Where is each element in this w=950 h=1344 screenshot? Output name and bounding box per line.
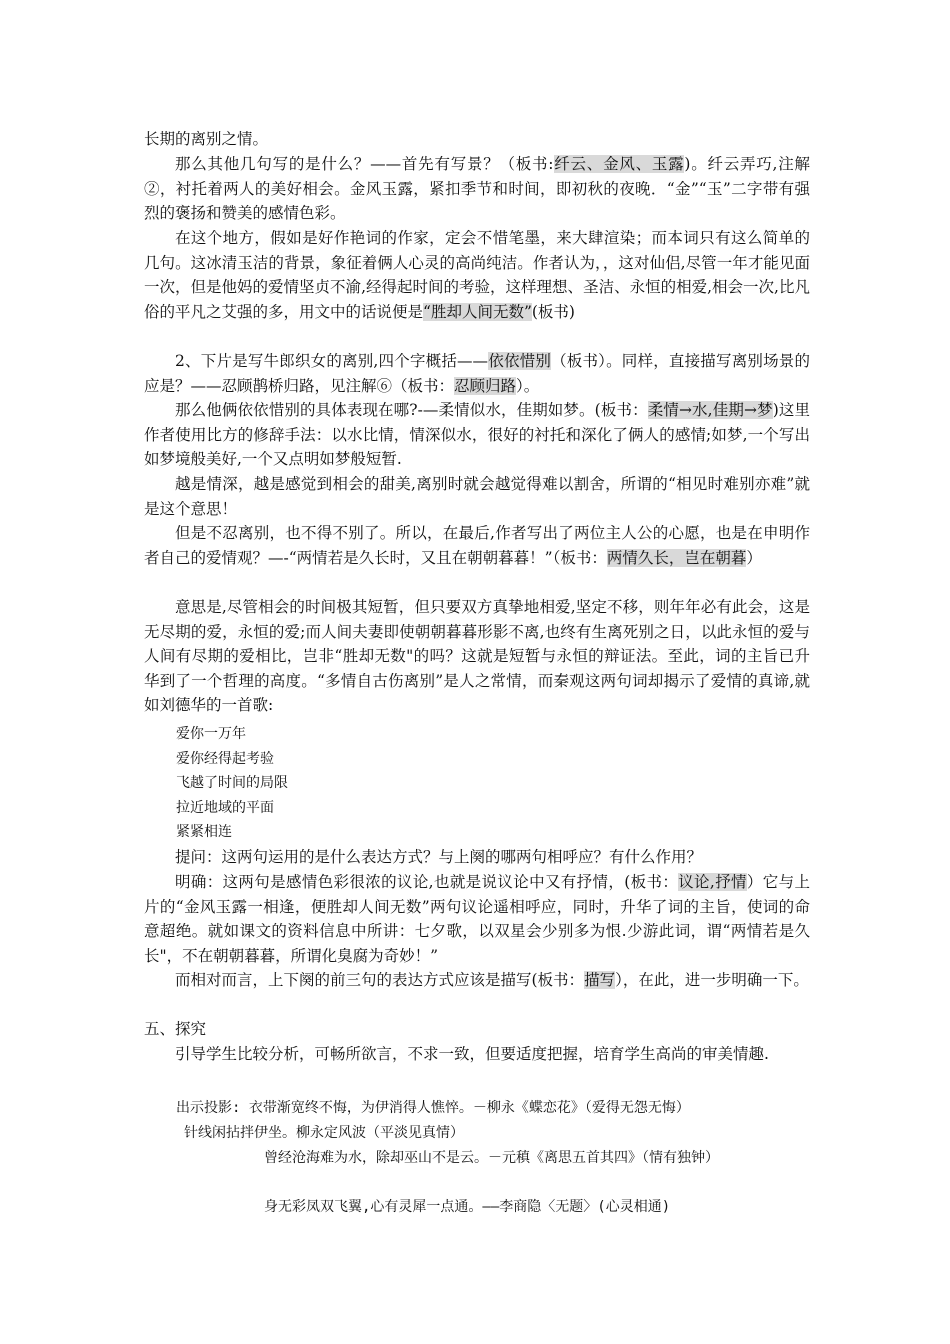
paragraph-meaning: 意思是,尽管相会的时间极其短暂，但只要双方真挚地相爱,坚定不移，则年年必有此会，这是无尽期的爱，永恒的爱;而人间夫妻即使朝朝暮暮形影不离,也终有生离死别之日，以此永恒的爱与人间有尽期的爱相比，岂非“胜却无数"的吗？这就是短暂与永恒的辩证法。至此，词的主旨已升华到了一个哲理的高度。“多情自古伤离别”是人之常情，而秦观这两句词却揭示了爱情的真谛,就如刘德华的一首歌: xyxy=(144,598,810,714)
paragraph-question: 提问：这两句运用的是什么表达方式？与上阕的哪两句相呼应？有什么作用？ xyxy=(175,848,703,866)
blackboard-note: 描写 xyxy=(584,971,616,989)
paragraph-pure-background: 在这个地方，假如是好作艳词的作家，定会不惜笔墨，来大肆渲染；而本词只有这么简单的几句。这冰清玉洁的背景，象征着俩人心灵的高尚纯洁。作者认为，，这对仙侣,尽管一年才能见面一次，但是他妈的爱情坚贞不渝,经得起时间的考验，这样理想、圣洁、永恒的相爱,相会一次,比凡俗的平凡之艾强的多，用文中的话说便是“胜却人间无数”(板书) xyxy=(144,229,810,321)
paragraph-guide: 引导学生比较分析，可畅所欲言，不求一致，但要适度把握，培育学生高尚的审美情趣. xyxy=(175,1045,769,1063)
paragraph-answer: 明确：这两句是感情色彩很浓的议论,也就是说议论中又有抒情，(板书：议论,抒情）它与上片的“金风玉露一相逢，便胜却人间无数”两句议论遥相呼应，同时，升华了词的主旨，使词的命意超绝。就如课文的资料信息中所讲：七夕歌，以双星会少别多为恨.少游此词，谓“两情若是久长"，不在朝朝暮暮，所谓化臭腐为奇妙！” xyxy=(144,873,810,965)
blackboard-note: 议论,抒情 xyxy=(678,873,747,891)
section-heading-explore: 五、探究 xyxy=(144,1020,207,1038)
quote-line-1: 出示投影: 衣带渐宽终不悔，为伊消得人憔悴。－柳永《蝶恋花》（爱得无怨无悔） xyxy=(176,1100,690,1116)
paragraph-scenery: 那么其他几句写的是什么？——首先有写景？（板书:纤云、金风、玉露)。纤云弄巧,注解②，衬托着两人的美好相会。金风玉露，紧扣季节和时间，即初秋的夜晚．“金”“玉”二字带有强烈的褒扬和赞美的感情色彩。 xyxy=(144,155,810,222)
blackboard-note: 两情久长，岂在朝暮 xyxy=(606,548,747,567)
paragraph-0: 长期的离别之情。 xyxy=(144,130,269,148)
paragraph-wish: 但是不忍离别，也不得不别了。所以，在最后,作者写出了两位主人公的心愿，也是在申明作者自己的爱情观？—-“两情若是久长时，又且在朝朝暮暮！”（板书：两情久长，岂在朝暮） xyxy=(144,524,810,567)
paragraph-metaphor: 那么他俩依依惜别的具体表现在哪?-—柔情似水，佳期如梦。(板书：柔情→水,佳期→梦)这里作者使用比方的修辞手法：以水比情，情深似水，很好的衬托和深化了俩人的感情;如梦,一个写出如梦境般美好,一个又点明如梦般短暂. xyxy=(144,401,810,468)
quote-line-3: 曾经沧海难为水，除却巫山不是云。－元稹《离思五首其四》（情有独钟） xyxy=(264,1150,719,1166)
paragraph-description: 而相对而言，上下阕的前三句的表达方式应该是描写(板书：描写），在此，进一步明确一下。 xyxy=(175,971,809,989)
paragraph-farewell: 2、下片是写牛郎织女的离别,四个字概括——依依惜别（板书）。同样，直接描写离别场景的应是？——忍顾鹊桥归路，见注解⑥（板书：忍顾归路）。 xyxy=(144,352,810,395)
blackboard-note: 依依惜别 xyxy=(488,352,552,370)
lyric-line: 紧紧相连 xyxy=(176,824,232,840)
blackboard-note: “胜却人间无数” xyxy=(423,302,532,321)
quote-line-4: 身无彩凤双飞翼,心有灵犀一点通。——李商隐〈无题〉(心灵相通) xyxy=(264,1199,671,1215)
blackboard-note: 柔情→水,佳期→梦 xyxy=(647,401,773,419)
lyric-line: 爱你一万年 xyxy=(176,726,246,742)
paragraph-deep-feeling: 越是情深，越是感觉到相会的甜美,离别时就会越觉得难以割舍，所谓的“相见时难别亦难”就是这个意思！ xyxy=(144,475,810,518)
lyric-line: 爱你经得起考验 xyxy=(176,750,274,767)
quote-line-2: 针线闲拈拌伊坐。柳永定风波（平淡见真情） xyxy=(184,1125,464,1141)
lyric-line: 飞越了时间的局限 xyxy=(176,775,288,791)
blackboard-note: 忍顾归路 xyxy=(454,376,517,395)
blackboard-note: 纤云、金风、玉露 xyxy=(553,155,685,173)
song-lyrics xyxy=(176,722,288,845)
lyric-line: 拉近地域的平面 xyxy=(176,799,274,816)
